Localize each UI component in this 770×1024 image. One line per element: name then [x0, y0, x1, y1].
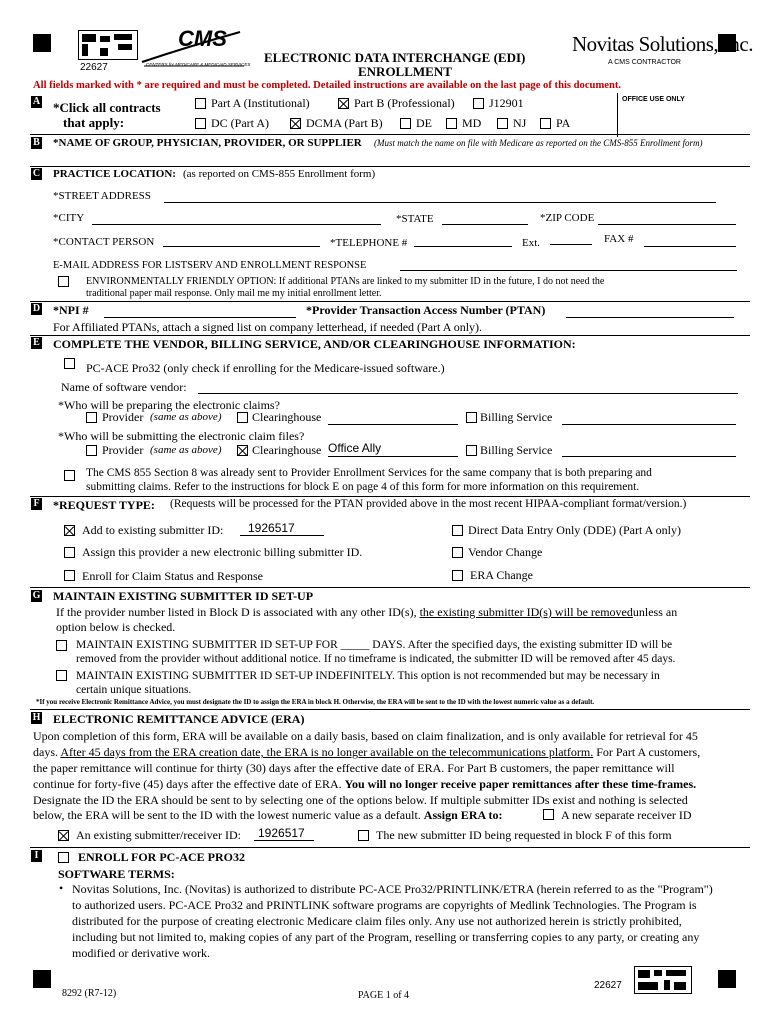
- section-e-marker: E: [31, 337, 42, 349]
- maintain-indefinitely-line2: certain unique situations.: [76, 684, 192, 696]
- section-g-marker: G: [32, 590, 41, 601]
- submitter-clearinghouse-checkbox[interactable]: [237, 445, 248, 456]
- era-text-line6-a: below, the ERA will be sent to the ID with the lowest numeric value as a default.: [33, 808, 421, 822]
- section-g-intro-underlined: the existing submitter ID(s) will be removed: [419, 605, 633, 619]
- section-divider-b-c: [30, 166, 750, 167]
- part-a-checkbox[interactable]: [195, 98, 206, 109]
- vendor-change-label: Vendor Change: [468, 545, 543, 559]
- page-number: PAGE 1 of 4: [358, 990, 410, 1001]
- email-field[interactable]: [400, 270, 737, 271]
- claim-status-checkbox[interactable]: [64, 570, 75, 581]
- email-label: E-MAIL ADDRESS FOR LISTSERV AND ENROLLMENT RESPONSE: [53, 260, 367, 271]
- terms-line1: Novitas Solutions, Inc. (Novitas) is authorized to distribute PC-ACE Pro32/PRINTLINK/ETRA (herein referred to as the "Program"): [72, 882, 713, 896]
- submitter-name-value[interactable]: Office Ally: [328, 441, 382, 455]
- request-type-label: *REQUEST TYPE:: [53, 498, 155, 512]
- part-b-checkbox[interactable]: [338, 98, 349, 109]
- section-i-marker: I: [31, 850, 42, 862]
- add-existing-field[interactable]: [240, 535, 324, 536]
- existing-receiver-checkbox[interactable]: [58, 830, 69, 841]
- nj-label: NJ: [513, 116, 527, 130]
- form-title-line1: ELECTRONIC DATA INTERCHANGE (EDI): [264, 50, 526, 65]
- section-divider-h-i: [30, 847, 750, 848]
- ptan-field[interactable]: [566, 317, 734, 318]
- company-name: Novitas Solutions, Inc.: [572, 32, 753, 56]
- preparer-billing-field[interactable]: [562, 424, 736, 425]
- add-existing-label: Add to existing submitter ID:: [82, 523, 224, 537]
- footer-barcode-graphic: [634, 966, 692, 994]
- section-a-label-line2: that apply:: [63, 115, 125, 130]
- contact-person-label: *CONTACT PERSON: [53, 236, 155, 248]
- dcma-label: DCMA (Part B): [306, 116, 383, 130]
- cms-logo-text: CMS: [178, 26, 227, 51]
- fax-field[interactable]: [644, 246, 736, 247]
- software-terms-label: SOFTWARE TERMS:: [58, 867, 175, 881]
- new-submitter-f-checkbox[interactable]: [358, 830, 369, 841]
- section-g-intro-line2: option below is checked.: [56, 620, 176, 634]
- section-divider-a-b: [30, 134, 750, 135]
- telephone-field[interactable]: [414, 246, 512, 247]
- npi-field[interactable]: [104, 317, 296, 318]
- barcode-graphic: [78, 30, 138, 60]
- era-text-line2: [33, 745, 700, 760]
- era-text-line4: [33, 777, 696, 792]
- submitter-same-as-above: (same as above): [150, 444, 222, 456]
- j12901-label: J12901: [489, 96, 524, 110]
- section-divider-f-g: [30, 587, 750, 588]
- dc-label: DC (Part A): [211, 116, 269, 130]
- state-label: *STATE: [396, 213, 434, 225]
- submitter-billing-field[interactable]: [562, 456, 736, 457]
- era-change-checkbox[interactable]: [452, 570, 463, 581]
- j12901-checkbox[interactable]: [473, 98, 484, 109]
- pa-label: PA: [556, 116, 571, 130]
- assign-new-label: Assign this provider a new electronic billing submitter ID.: [82, 545, 363, 559]
- ext-field[interactable]: [550, 244, 592, 245]
- existing-receiver-field[interactable]: [254, 840, 314, 841]
- terms-line2: to authorized users. PC-ACE Pro32 and PRINTLINK software programs are copyrights of Medlink Technologies. The Program is: [72, 898, 697, 912]
- preparer-provider-checkbox[interactable]: [86, 412, 97, 423]
- form-title-line2: ENROLLMENT: [358, 64, 452, 79]
- request-type-note: (Requests will be processed for the PTAN provided above in the most recent HIPAA-compliant format/version.): [170, 498, 687, 510]
- part-b-label: Part B (Professional): [354, 96, 455, 110]
- pcace-label: PC-ACE Pro32 (only check if enrolling for the Medicare-issued software.): [86, 361, 445, 375]
- submitter-provider-label: Provider: [102, 443, 144, 457]
- preparer-name-field[interactable]: [328, 424, 458, 425]
- section-c-label: PRACTICE LOCATION:: [53, 168, 176, 180]
- section-h-marker: H: [32, 712, 41, 723]
- new-receiver-checkbox[interactable]: [543, 809, 554, 820]
- environmental-option-checkbox[interactable]: [58, 276, 69, 287]
- cms855-checkbox[interactable]: [64, 470, 75, 481]
- era-text-line2-a: days.: [33, 745, 58, 759]
- maintain-days-checkbox[interactable]: [56, 640, 67, 651]
- registration-mark-bottom-right: [718, 970, 736, 988]
- enroll-pcace-label: ENROLL FOR PC-ACE PRO32: [78, 850, 246, 864]
- submitting-claims-question: *Who will be submitting the electronic claim files?: [58, 429, 305, 443]
- md-label: MD: [462, 116, 482, 130]
- add-existing-checkbox[interactable]: [64, 525, 75, 536]
- pa-checkbox[interactable]: [540, 118, 551, 129]
- section-b-marker: B: [31, 137, 42, 149]
- maintain-indefinitely-checkbox[interactable]: [56, 670, 67, 681]
- dc-checkbox[interactable]: [195, 118, 206, 129]
- md-checkbox[interactable]: [446, 118, 457, 129]
- form-id: 8292 (R7-12): [62, 988, 117, 999]
- section-f-marker: F: [31, 498, 42, 510]
- dde-label: Direct Data Entry Only (DDE) (Part A only): [468, 523, 681, 537]
- section-divider-c-d: [30, 301, 750, 302]
- section-divider-g-h: [30, 709, 750, 710]
- terms-line3: distributed for the purpose of creating electronic Medicare claim files only. Any use not authorized herein is strictly prohibited,: [72, 914, 682, 928]
- nj-checkbox[interactable]: [497, 118, 508, 129]
- section-h-title: ELECTRONIC REMITTANCE ADVICE (ERA): [53, 712, 305, 726]
- vendor-change-checkbox[interactable]: [452, 547, 463, 558]
- section-divider-d-e: [30, 335, 750, 336]
- section-c-note: (as reported on CMS-855 Enrollment form): [183, 168, 376, 180]
- maintain-days-line1: MAINTAIN EXISTING SUBMITTER ID SET-UP FOR _____ DAYS. After the specified days, the existing submitter ID will be: [76, 639, 673, 651]
- era-text-line1: Upon completion of this form, ERA will be available on a daily basis, based on claim finalization, and is only available for retrieval for 45: [33, 729, 698, 743]
- preparer-clearinghouse-checkbox[interactable]: [237, 412, 248, 423]
- de-checkbox[interactable]: [400, 118, 411, 129]
- required-fields-notice: All fields marked with * are required and must be completed. Detailed instructions are available on the last page of this document.: [33, 80, 622, 91]
- era-change-label: ERA Change: [470, 568, 533, 582]
- barcode-number: 22627: [80, 62, 108, 73]
- era-text-line4-bold: You will no longer receive paper remittances after these time-frames.: [344, 777, 697, 791]
- part-a-label: Part A (Institutional): [211, 96, 310, 110]
- era-text-line2-b: For Part A customers,: [596, 745, 701, 759]
- de-label: DE: [416, 116, 432, 130]
- dde-checkbox[interactable]: [452, 525, 463, 536]
- registration-mark-top-left: [33, 34, 51, 52]
- zip-field[interactable]: [598, 224, 736, 225]
- section-g-intro-b: unless an: [632, 605, 678, 619]
- ptan-label: *Provider Transaction Access Number (PTAN): [306, 303, 546, 317]
- add-existing-value[interactable]: 1926517: [248, 521, 295, 535]
- section-g-title: MAINTAIN EXISTING SUBMITTER ID SET-UP: [53, 589, 314, 603]
- city-field[interactable]: [92, 224, 381, 225]
- section-a-marker: A: [32, 96, 41, 107]
- cms-logo-subtitle: CENTERS for MEDICARE & MEDICAID SERVICES: [146, 62, 251, 67]
- section-divider-e-f: [30, 496, 750, 497]
- software-vendor-label: Name of software vendor:: [61, 380, 187, 394]
- new-submitter-f-label: The new submitter ID being requested in block F of this form: [376, 828, 672, 842]
- section-g-intro-a: If the provider number listed in Block D is associated with any other ID(s),: [56, 605, 417, 619]
- street-address-field[interactable]: [164, 202, 716, 203]
- era-text-line2-underlined: After 45 days from the ERA creation date, the ERA is no longer available on the telecommunications platform.: [60, 745, 594, 759]
- submitter-name-field[interactable]: [328, 456, 458, 457]
- terms-line5: modified or derivative work.: [72, 946, 210, 960]
- street-address-label: *STREET ADDRESS: [53, 190, 151, 202]
- npi-label: *NPI #: [53, 303, 89, 317]
- section-a-label-line1: *Click all contracts: [53, 100, 161, 115]
- era-text-line4-a: continue for forty-five (45) days after the effective date of ERA.: [33, 777, 342, 791]
- era-footnote: *If you receive Electronic Remittance Advice, you must designate the ID to assign the ERA in block H. Otherwise, the ERA will be sent to the ID with the lowest numeric value as a default.: [36, 698, 595, 706]
- fax-label: FAX #: [604, 233, 634, 245]
- ext-label: Ext.: [522, 237, 541, 249]
- preparer-billing-label: Billing Service: [480, 410, 553, 424]
- preparer-provider-label: Provider: [102, 410, 144, 424]
- zip-label: *ZIP CODE: [540, 212, 595, 224]
- contact-person-field[interactable]: [163, 246, 320, 247]
- affiliated-ptan-note: For Affiliated PTANs, attach a signed list on company letterhead, if needed (Part A only).: [53, 320, 483, 334]
- existing-receiver-value[interactable]: 1926517: [258, 826, 305, 840]
- existing-receiver-label: An existing submitter/receiver ID:: [76, 828, 241, 842]
- dcma-checkbox[interactable]: [290, 118, 301, 129]
- preparer-clearinghouse-label: Clearinghouse: [252, 410, 322, 424]
- company-subtitle: A CMS CONTRACTOR: [608, 59, 681, 66]
- pcace-checkbox[interactable]: [64, 358, 75, 369]
- era-text-line6: [33, 808, 502, 823]
- footer-barcode-number: 22627: [594, 980, 622, 991]
- preparer-billing-checkbox[interactable]: [466, 412, 477, 423]
- registration-mark-bottom-left: [33, 970, 51, 988]
- era-text-line5: Designate the ID the ERA should be sent to by selecting one of the options below. If multiple submitter IDs exist and nothing is selected: [33, 793, 688, 807]
- era-text-line3: the paper remittance will continue for thirty (30) days after the effective date of ERA. For Part B customers, the paper remittance will: [33, 761, 675, 775]
- new-receiver-label: A new separate receiver ID: [561, 808, 692, 822]
- section-c-marker: C: [32, 168, 41, 179]
- submitter-billing-label: Billing Service: [480, 443, 553, 457]
- submitter-clearinghouse-label: Clearinghouse: [252, 443, 322, 457]
- submitter-provider-checkbox[interactable]: [86, 445, 97, 456]
- section-b-label: *NAME OF GROUP, PHYSICIAN, PROVIDER, OR SUPPLIER: [53, 137, 362, 149]
- maintain-indefinitely-line1: MAINTAIN EXISTING SUBMITTER ID SET-UP INDEFINITELY. This option is not recommended but may be necessary in: [76, 670, 660, 682]
- section-e-title: COMPLETE THE VENDOR, BILLING SERVICE, AND/OR CLEARINGHOUSE INFORMATION:: [53, 337, 576, 351]
- section-d-marker: D: [32, 303, 41, 314]
- enroll-pcace-checkbox[interactable]: [58, 852, 69, 863]
- state-field[interactable]: [442, 224, 528, 225]
- maintain-days-line2: removed from the provider without additional notice. If no timeframe is indicated, the submitter ID will be removed after 45 days.: [76, 653, 676, 665]
- claim-status-label: Enroll for Claim Status and Response: [82, 569, 263, 583]
- preparer-same-as-above: (same as above): [150, 411, 222, 423]
- section-g-intro-line1: [56, 605, 677, 620]
- environmental-option-line2: traditional paper mail response. Only mail me my initial enrollment letter.: [86, 288, 382, 299]
- section-b-note: (Must match the name on file with Medicare as reported on the CMS-855 Enrollment form): [374, 138, 703, 148]
- office-use-label: OFFICE USE ONLY: [622, 96, 685, 103]
- environmental-option-line1: ENVIRONMENTALLY FRIENDLY OPTION: If additional PTANs are linked to my submitter ID in the future, I do not need the: [86, 276, 605, 287]
- preparing-claims-question: *Who will be preparing the electronic claims?: [58, 398, 280, 412]
- terms-line4: including but not limited to, making copies of any part of the Program, reselling or transferring copies to any party, or creating any: [72, 930, 700, 944]
- assign-new-checkbox[interactable]: [64, 547, 75, 558]
- bullet-icon: •: [59, 881, 64, 895]
- assign-era-label: Assign ERA to:: [423, 808, 503, 822]
- cms855-note-line2: submitting claims. Refer to the instructions for block E on page 4 of this form for more information on this requirement.: [86, 481, 640, 493]
- telephone-label: *TELEPHONE #: [330, 237, 408, 249]
- city-label: *CITY: [53, 212, 85, 224]
- cms855-note-line1: The CMS 855 Section 8 was already sent to Provider Enrollment Services for the same company that is both preparing and: [86, 467, 652, 479]
- submitter-billing-checkbox[interactable]: [466, 445, 477, 456]
- software-vendor-field[interactable]: [198, 393, 738, 394]
